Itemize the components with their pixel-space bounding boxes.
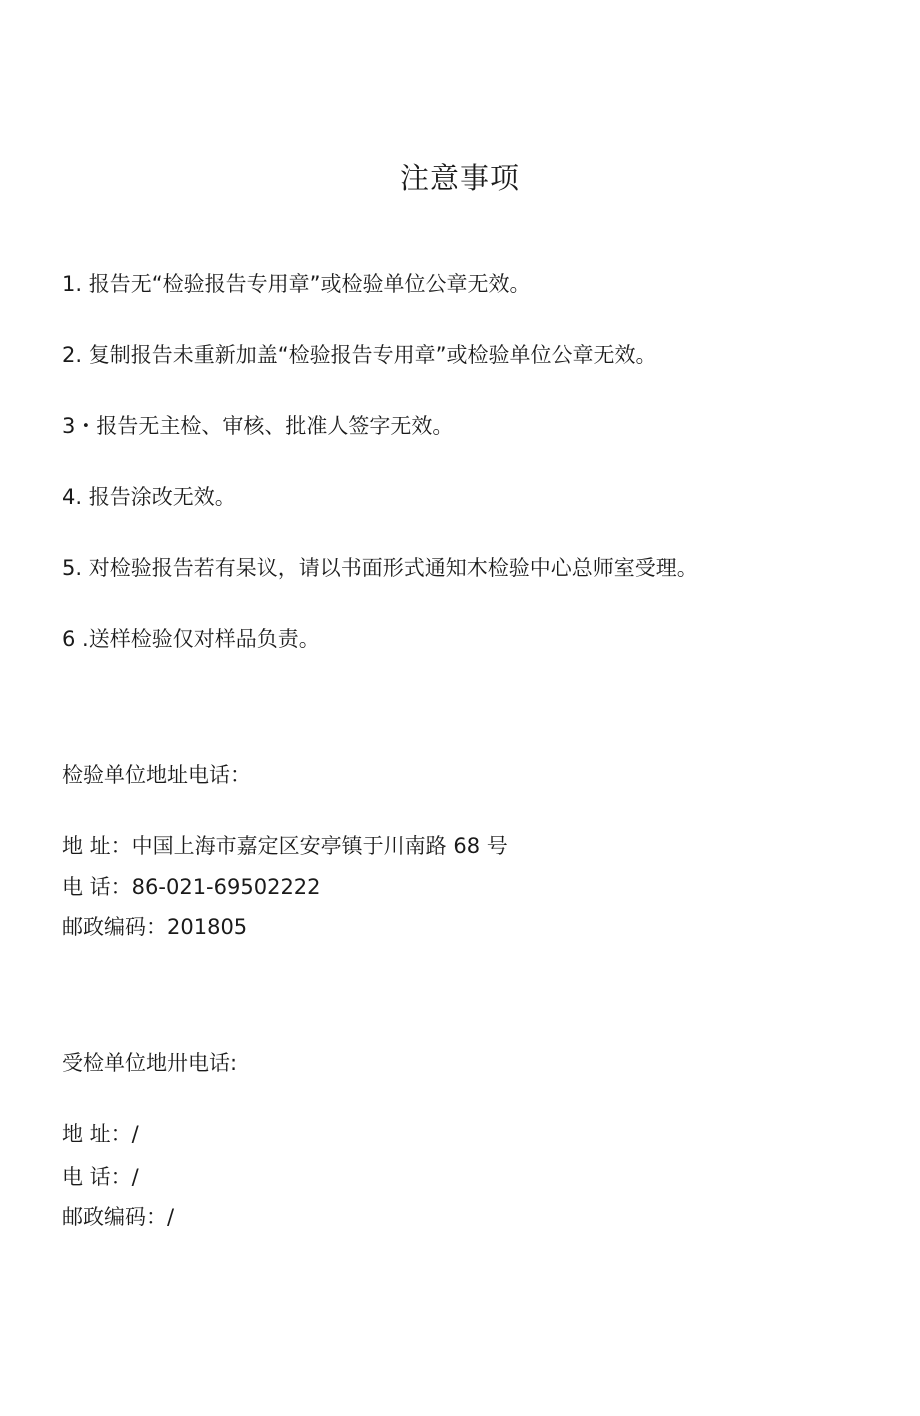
note-item-4: 4. 报告涂改无效。: [62, 485, 236, 509]
note-item-3: 3・报告无主检、审核、批准人签字无效。: [62, 414, 454, 438]
lab-contact-heading: 检验单位地址电话：: [62, 763, 251, 787]
note-item-2: 2. 复制报告未重新加盖“检验报告专用章”或检验单位公章无效。: [62, 343, 657, 367]
lab-address: 地 址：中国上海市嘉定区安亭镇于川南路 68 号: [62, 834, 508, 858]
client-address: 地 址：/: [62, 1122, 139, 1146]
client-postal-code: 邮政编码：/: [62, 1205, 175, 1229]
note-item-6: 6 .送样检验仅对样品负责。: [62, 627, 320, 651]
lab-phone: 电 话：86-021-69502222: [62, 875, 321, 899]
note-item-5: 5. 对检验报告若有杲议，请以书面形式通知木检验中心总师室受理。: [62, 556, 698, 580]
page-title: 注意事项: [399, 161, 520, 195]
lab-postal-code: 邮政编码：201805: [62, 915, 248, 939]
client-contact-heading: 受检单位地卅电话:: [62, 1051, 238, 1075]
client-phone: 电 话：/: [62, 1165, 139, 1189]
note-item-1: 1. 报告无“检验报告专用章”或检验单位公章无效。: [62, 272, 531, 296]
